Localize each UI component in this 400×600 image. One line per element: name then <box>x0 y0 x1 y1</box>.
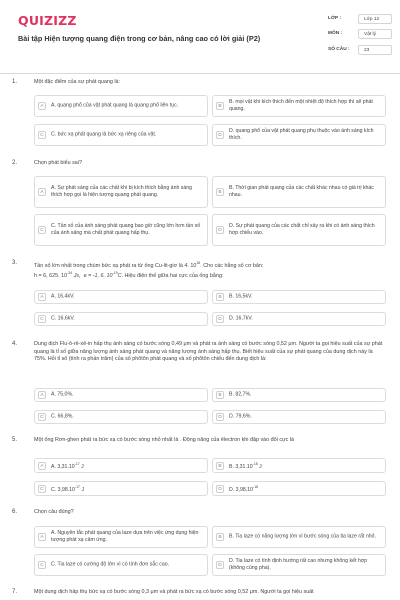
option-letter: D <box>216 561 224 569</box>
option-letter: C <box>38 561 46 569</box>
option-letter: D <box>216 315 224 323</box>
option-letter: A <box>38 391 46 399</box>
question-count-value: 23 <box>358 45 392 55</box>
option-letter: B <box>216 462 224 470</box>
option-b[interactable] <box>212 388 386 402</box>
option-d[interactable] <box>212 410 386 424</box>
option-text: A. $3,31.10^{-17}$ J <box>51 461 84 470</box>
option-letter: D <box>216 226 224 234</box>
option-text: A. 16,4kV. <box>51 293 75 300</box>
option-a[interactable] <box>34 290 208 304</box>
grade-label: LỚP : <box>328 16 342 21</box>
option-text: B. 16,5kV. <box>229 293 253 300</box>
option-text: C. Tia laze có cường độ lớn vì có tính đơn sắc cao. <box>51 561 170 568</box>
question-text: Dung dịch Flu-ô-rê-xê-in hấp thụ ánh sáng có bước sóng 0,49 μm và phát ra ánh sáng có bước sóng 0,52 μm. Người ta gọi hiệu suất của sự phát quang là tỉ số giữa năng lượng ánh sáng phát quang và năng lượng ánh sáng hấp thụ. Biết hiệu suất của sự phát quang của dung dịch này là 75%. Hỏi tỉ số (tính ra phần trăm) của số phôtôn phát quang và số phôtôn chiếu đến dung dịch là: <box>34 341 383 362</box>
option-letter: D <box>216 413 224 421</box>
option-a[interactable] <box>34 388 208 402</box>
option-text: B. Tia laze có năng lượng lớn vì bước sóng của tia laze rất nhỏ. <box>229 533 376 540</box>
option-letter: A <box>38 293 46 301</box>
option-text: C. bức xạ phát quang là bức xạ riêng của vật. <box>51 131 157 138</box>
option-b[interactable] <box>212 176 386 208</box>
option-text: B. 82,7%. <box>229 391 252 398</box>
option-b[interactable] <box>212 290 386 304</box>
option-letter: A <box>38 533 46 541</box>
option-letter: A <box>38 462 46 470</box>
question-number: 4. <box>12 341 18 347</box>
option-a[interactable] <box>34 526 208 548</box>
quizizz-logo: QUIZIZZ <box>18 13 77 28</box>
option-text: A. quang phổ của vật phát quang là quang phổ liên tục. <box>51 102 179 109</box>
option-b[interactable] <box>212 458 386 473</box>
option-d[interactable] <box>212 124 386 146</box>
option-b[interactable] <box>212 526 386 548</box>
option-c[interactable] <box>34 312 208 326</box>
option-text: B. Thời gian phát quang của các chất khác nhau có giá trị khác nhau. <box>229 185 374 198</box>
option-letter: B <box>216 293 224 301</box>
option-text: D. Tia laze có tính định hướng rất cao nhưng không kết hợp (không cùng pha). <box>229 558 368 571</box>
option-a[interactable] <box>34 458 208 473</box>
option-letter: B <box>216 533 224 541</box>
option-c[interactable] <box>34 481 208 496</box>
subject-value: Vật lý <box>358 29 392 39</box>
option-b[interactable] <box>212 95 386 117</box>
option-text: C. $3,98.10^{-17}$ J <box>51 484 85 493</box>
worksheet-title: Bài tập Hiện tượng quang điện trong cơ bản, nâng cao có lời giải (P2) <box>18 34 261 43</box>
option-letter: A <box>38 188 46 196</box>
question-number: 1. <box>12 79 18 85</box>
option-letter: A <box>38 102 46 110</box>
option-letter: D <box>216 485 224 493</box>
header-divider <box>0 73 400 74</box>
question-count-label: SỐ CÂU : <box>328 47 350 52</box>
option-letter: C <box>38 226 46 234</box>
option-a[interactable] <box>34 176 208 208</box>
option-text: C. 66,8%. <box>51 413 74 420</box>
question-text: Chọn phát biểu sai? <box>34 160 82 166</box>
option-letter: C <box>38 485 46 493</box>
option-text: B. $3,31.10^{-18}$ J <box>229 461 262 470</box>
option-letter: C <box>38 315 46 323</box>
question-number: 6. <box>12 509 18 515</box>
option-c[interactable] <box>34 124 208 146</box>
question-number: 7. <box>12 589 18 595</box>
option-d[interactable] <box>212 481 386 496</box>
option-text: D. $3,98.10^{-18}$ <box>229 484 258 493</box>
option-text: C. 16,6kV. <box>51 315 75 322</box>
option-text: A. 75,0%. <box>51 391 74 398</box>
option-letter: C <box>38 413 46 421</box>
subject-label: MÔN : <box>328 31 343 36</box>
option-c[interactable] <box>34 214 208 246</box>
question-number: 3. <box>12 260 18 266</box>
question-number: 5. <box>12 437 18 443</box>
option-c[interactable] <box>34 410 208 424</box>
option-text: A. Nguyên tắc phát quang của laze dựa trên việc ứng dụng hiện tượng phát xạ cảm ứng. <box>51 530 199 543</box>
option-d[interactable] <box>212 554 386 576</box>
option-letter: B <box>216 188 224 196</box>
option-text: B. mọi vật khi kích thích đến một nhiệt độ thích hợp thì sẽ phát quang. <box>229 99 373 112</box>
question-number: 2. <box>12 160 18 166</box>
question-text: Tần số lớn nhất trong chùm bức xạ phát ra từ ống Cu-lit-giơ là 4. $10^{18}$. Cho các hằng số cơ bản: h = 6, 625. $10^{-34}$ Js, e = -1, 6. $10^{-19}C$. Hiệu điện thế giữa hai cực của ống bằng: <box>34 261 264 280</box>
option-text: C. Tần số của ánh sáng phát quang bao giờ cũng lớn hơn tần số của ánh sáng mà chất phát quang hấp thụ. <box>51 223 201 236</box>
question-text: Một dung dịch hấp thụ bức xạ có bước sóng 0,3 μm và phát ra bức xạ có bước sóng 0,52 μm. Người ta gọi hiệu suất <box>34 589 314 595</box>
question-text: Một đặc điểm của sự phát quang là: <box>34 79 121 85</box>
question-text: Chọn câu đúng? <box>34 509 74 515</box>
option-d[interactable] <box>212 312 386 326</box>
option-a[interactable] <box>34 95 208 117</box>
option-letter: D <box>216 131 224 139</box>
option-text: D. Sự phát quang của các chất chỉ xảy ra khi có ánh sáng thích hợp chiếu vào. <box>229 223 375 236</box>
option-letter: B <box>216 102 224 110</box>
grade-value: Lớp 12 <box>358 14 392 24</box>
option-d[interactable] <box>212 214 386 246</box>
option-text: D. 79,6%. <box>229 413 252 420</box>
question-text: Một ống Rơn-ghen phát ra bức xạ có bước sóng nhỏ nhất là . Động năng của êlectron khi đập vào đối cực là <box>34 437 295 443</box>
option-text: D. quang phổ của vật phát quang phụ thuộc vào ánh sáng kích thích. <box>229 128 374 141</box>
option-text: D. 16,7kV. <box>229 315 253 322</box>
option-text: A. Sự phát sáng của các chất khi bị kích thích bằng ánh sáng thích hợp gọi là hiện tượng quang phát quang. <box>51 185 193 198</box>
option-c[interactable] <box>34 554 208 576</box>
option-letter: B <box>216 391 224 399</box>
worksheet-header <box>0 0 400 62</box>
option-letter: C <box>38 131 46 139</box>
